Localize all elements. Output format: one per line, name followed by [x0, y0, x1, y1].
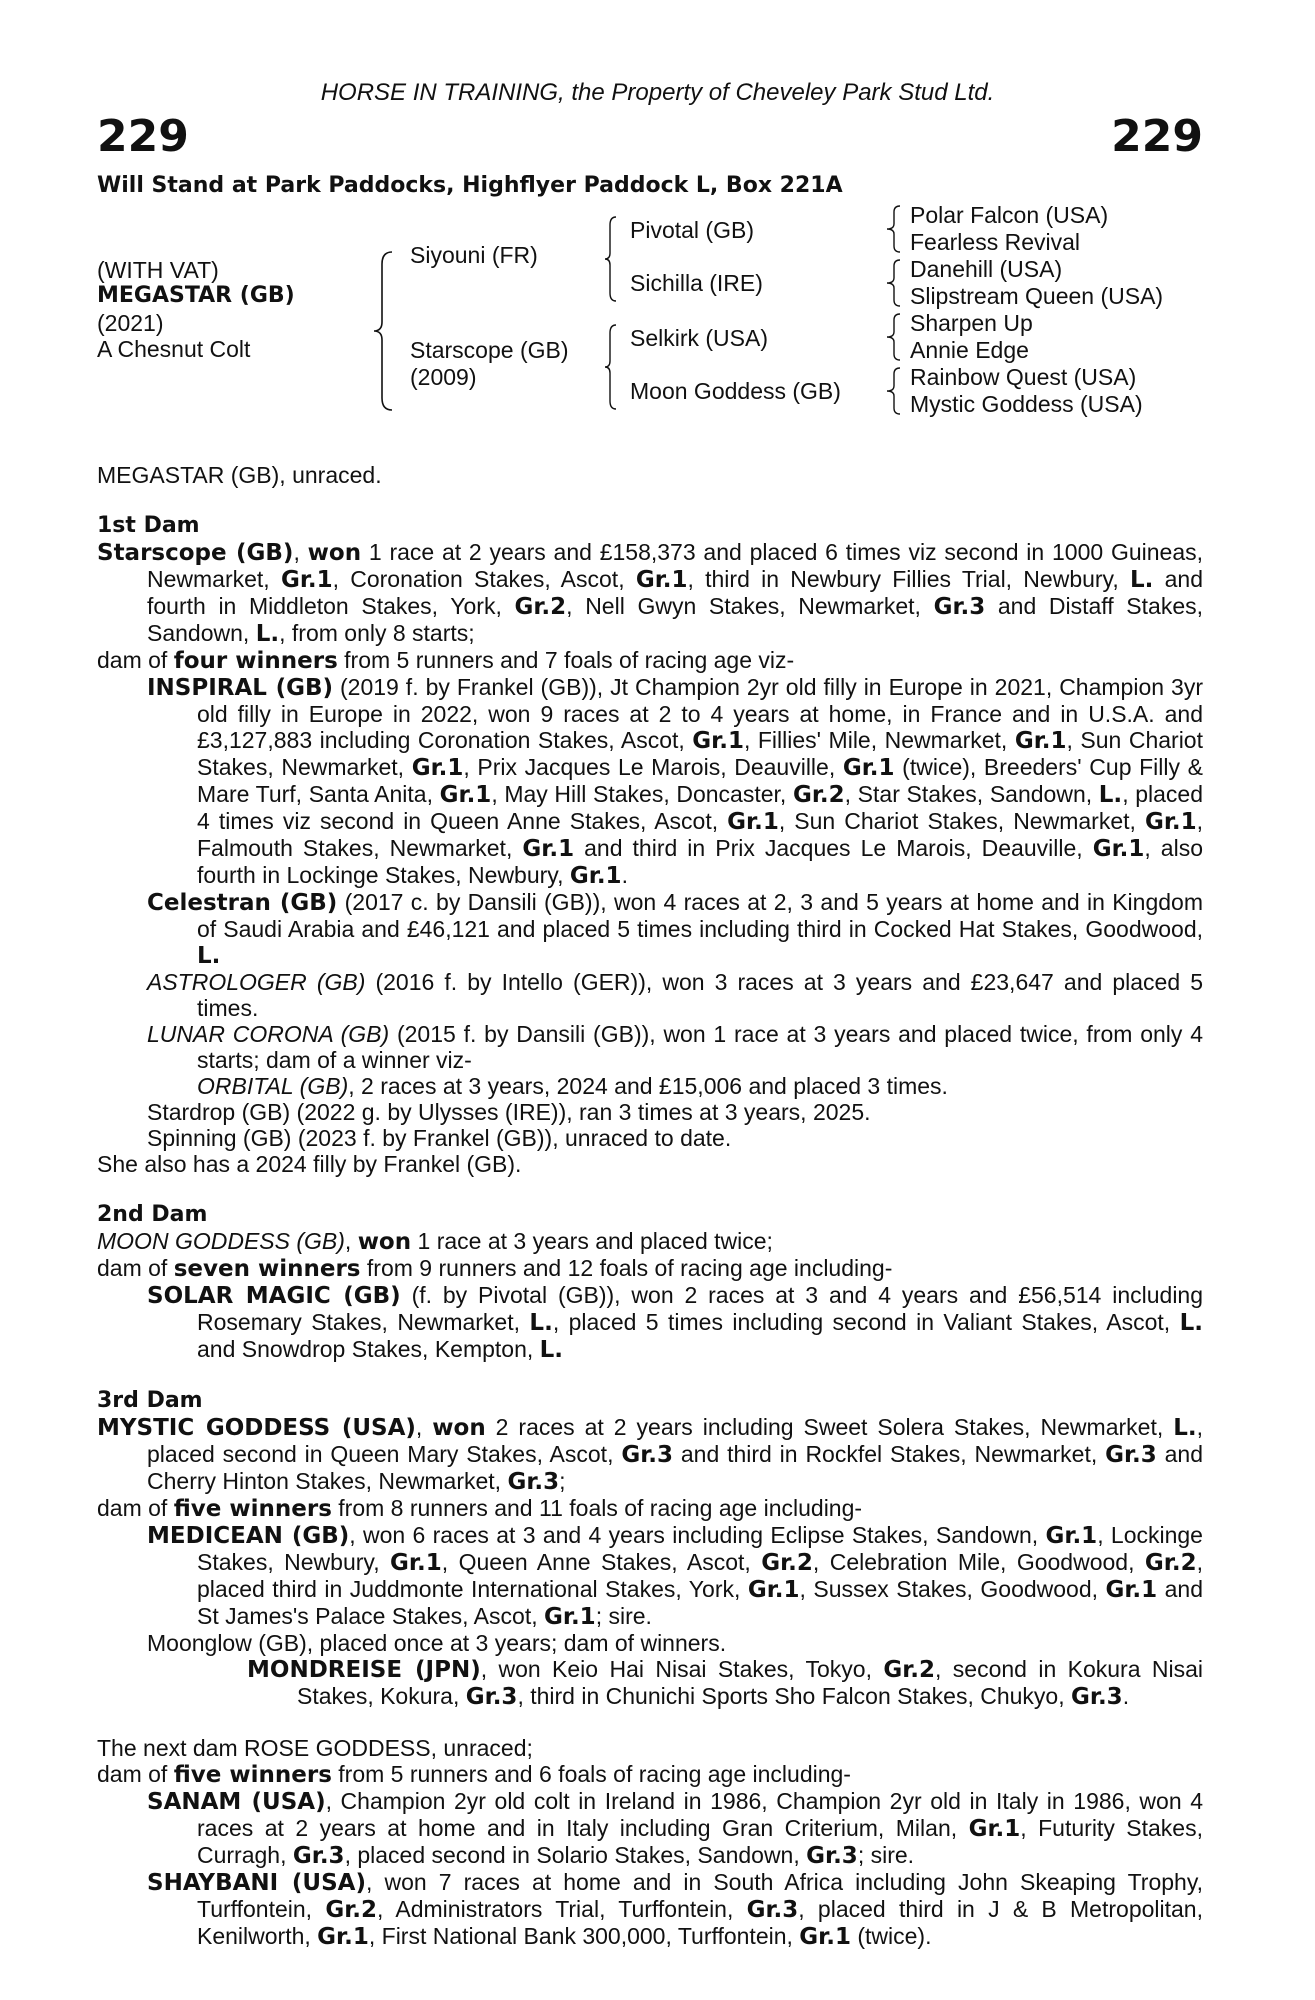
pedigree-dam-dam: Moon Goddess (GB) [630, 378, 841, 404]
progeny-sanam: SANAM (USA), Champion 2yr old colt in Ireland in 1986, Champion 2yr old in Italy in 1986, won 4 races at 2 years at home and in Italy including Gran Criterium, Milan, Gr.1, Futurity Stakes, Curragh, Gr.3, placed second in Solario Stakes, Sandown, Gr.3; sire. [147, 1788, 1203, 1869]
pedigree-dam-year: (2009) [410, 364, 477, 390]
catalogue-body [97, 462, 1203, 1950]
next-dam-produce-line: dam of five winners from 5 runners and 6 foals of racing age including- [97, 1761, 851, 1788]
progeny-medicean: MEDICEAN (GB), won 6 races at 3 and 4 years including Eclipse Stakes, Sandown, Gr.1, Lockinge Stakes, Newbury, Gr.1, Queen Anne Stakes, Ascot, Gr.2, Celebration Mile, Goodwood, Gr.2, placed third in Juddmonte International Stakes, York, Gr.1, Sussex Stakes, Goodwood, Gr.1 and St James's Palace Stakes, Ascot, Gr.1; sire. [147, 1522, 1203, 1630]
pedigree-g1: Polar Falcon (USA) [910, 202, 1109, 228]
progeny-shaybani: SHAYBANI (USA), won 7 races at home and in South Africa including John Skeaping Trophy, Turffontein, Gr.2, Administrators Trial, Turffontein, Gr.3, placed third in J & B Metropolitan, Kenilworth, Gr.1, First National Bank 300,000, Turffontein, Gr.1 (twice). [147, 1869, 1203, 1950]
progeny-astrologer: ASTROLOGER (GB) (2016 f. by Intello (GER)), won 3 races at 3 years and £23,647 and placed 5 times. [147, 969, 1203, 1021]
pedigree-brace-g4 [886, 366, 902, 416]
progeny-moonglow: Moonglow (GB), placed once at 3 years; dam of winners. [147, 1630, 727, 1656]
third-dam-entry: MYSTIC GODDESS (USA), won 2 races at 2 years including Sweet Solera Stakes, Newmarket, L., placed second in Queen Mary Stakes, Ascot, Gr.3 and third in Rockfel Stakes, Newmarket, Gr.3 and Cherry Hinton Stakes, Newmarket, Gr.3; [97, 1414, 1204, 1495]
progeny-stardrop: Stardrop (GB) (2022 g. by Ulysses (IRE)), ran 3 times at 3 years, 2025. [147, 1099, 871, 1125]
first-dam-entry: Starscope (GB), won 1 race at 2 years and £158,373 and placed 6 times viz second in 1000 Guineas, Newmarket, Gr.1, Coronation Stakes, Ascot, Gr.1, third in Newbury Fillies Trial, Newbury, L. and fourth in Middleton Stakes, York, Gr.2, Nell Gwyn Stakes, Newmarket, Gr.3 and Distaff Stakes, Sandown, L., from only 8 starts; [97, 539, 1204, 647]
horse-name: MEGASTAR (GB) [97, 283, 295, 308]
pedigree-g8: Mystic Goddess (USA) [910, 391, 1143, 417]
horse-description: A Chesnut Colt [97, 336, 251, 362]
pedigree-g3: Danehill (USA) [910, 256, 1063, 282]
pedigree-brace-dam [604, 323, 618, 411]
second-dam-heading: 2nd Dam [97, 1202, 208, 1227]
pedigree-brace-g3 [886, 312, 902, 362]
third-dam-produce-line: dam of five winners from 8 runners and 11 foals of racing age including- [97, 1495, 863, 1522]
lot-number-left: 229 [97, 111, 189, 162]
first-dam-produce-line: dam of four winners from 5 runners and 7 foals of racing age viz- [97, 647, 795, 674]
pedigree-sire-sire: Pivotal (GB) [630, 217, 754, 243]
second-dam-entry: MOON GODDESS (GB), won 1 race at 3 years and placed twice; [97, 1228, 773, 1255]
pedigree-dam-sire: Selkirk (USA) [630, 325, 769, 351]
progeny-orbital: ORBITAL (GB), 2 races at 3 years, 2024 and £15,006 and placed 3 times. [197, 1073, 948, 1099]
pedigree-g5: Sharpen Up [910, 310, 1033, 336]
pedigree-brace-g2 [886, 258, 902, 308]
pedigree-g4: Slipstream Queen (USA) [910, 283, 1164, 309]
pedigree-sire: Siyouni (FR) [410, 242, 538, 268]
horse-year: (2021) [97, 310, 164, 336]
progeny-celestran: Celestran (GB) (2017 c. by Dansili (GB)), won 4 races at 2, 3 and 5 years at home and in Kingdom of Saudi Arabia and £46,121 and placed 5 times including third in Cocked Hat Stakes, Goodwood, L. [147, 889, 1203, 969]
intro-line: MEGASTAR (GB), unraced. [97, 462, 382, 488]
page-header-title: HORSE IN TRAINING, the Property of Cheveley Park Stud Ltd. [320, 79, 995, 106]
vat-note: (WITH VAT) [97, 257, 219, 283]
pedigree-g2: Fearless Revival [910, 229, 1080, 255]
progeny-solar-magic: SOLAR MAGIC (GB) (f. by Pivotal (GB)), won 2 races at 3 and 4 years and £56,514 including Rosemary Stakes, Newmarket, L., placed 5 times including second in Valiant Stakes, Ascot, L. and Snowdrop Stakes, Kempton, L. [147, 1282, 1204, 1363]
progeny-inspiral: INSPIRAL (GB) (2019 f. by Frankel (GB)), Jt Champion 2yr old filly in Europe in 2021, Champion 3yr old filly in Europe in 2022, won 9 races at 2 to 4 years at home, in France and in U.S.A. and £3,127,883 including Coronation Stakes, Ascot, Gr.1, Fillies' Mile, Newmarket, Gr.1, Sun Chariot Stakes, Newmarket, Gr.1, Prix Jacques Le Marois, Deauville, Gr.1 (twice), Breeders' Cup Filly & Mare Turf, Santa Anita, Gr.1, May Hill Stakes, Doncaster, Gr.2, Star Stakes, Sandown, L., placed 4 times viz second in Queen Anne Stakes, Ascot, Gr.1, Sun Chariot Stakes, Newmarket, Gr.1, Falmouth Stakes, Newmarket, Gr.1 and third in Prix Jacques Le Marois, Deauville, Gr.1, also fourth in Lockinge Stakes, Newbury, Gr.1. [147, 674, 1204, 889]
pedigree-brace-g1 [886, 204, 902, 254]
pedigree-dam: Starscope (GB) [410, 337, 569, 363]
first-dam-heading: 1st Dam [97, 513, 200, 538]
first-dam-also-note: She also has a 2024 filly by Frankel (GB). [97, 1151, 522, 1177]
progeny-mondreise: MONDREISE (JPN), won Keio Hai Nisai Stakes, Tokyo, Gr.2, second in Kokura Nisai Stakes, Kokura, Gr.3, third in Chunichi Sports Sho Falcon Stakes, Chukyo, Gr.3. [247, 1656, 1203, 1710]
pedigree-brace-main [372, 250, 396, 412]
lot-number-right: 229 [1111, 111, 1203, 162]
stable-location: Will Stand at Park Paddocks, Highflyer Paddock L, Box 221A [97, 173, 843, 198]
pedigree-g7: Rainbow Quest (USA) [910, 364, 1137, 390]
pedigree-g6: Annie Edge [910, 337, 1029, 363]
progeny-lunar-corona: LUNAR CORONA (GB) (2015 f. by Dansili (GB)), won 1 race at 3 years and placed twice, from only 4 starts; dam of a winner viz- [147, 1021, 1203, 1073]
second-dam-produce-line: dam of seven winners from 9 runners and 12 foals of racing age including- [97, 1255, 893, 1282]
pedigree-sire-dam: Sichilla (IRE) [630, 270, 763, 296]
next-dam-line: The next dam ROSE GODDESS, unraced; [97, 1735, 533, 1761]
pedigree-brace-sire [604, 215, 618, 303]
third-dam-heading: 3rd Dam [97, 1388, 203, 1413]
progeny-spinning: Spinning (GB) (2023 f. by Frankel (GB)), unraced to date. [147, 1125, 732, 1151]
